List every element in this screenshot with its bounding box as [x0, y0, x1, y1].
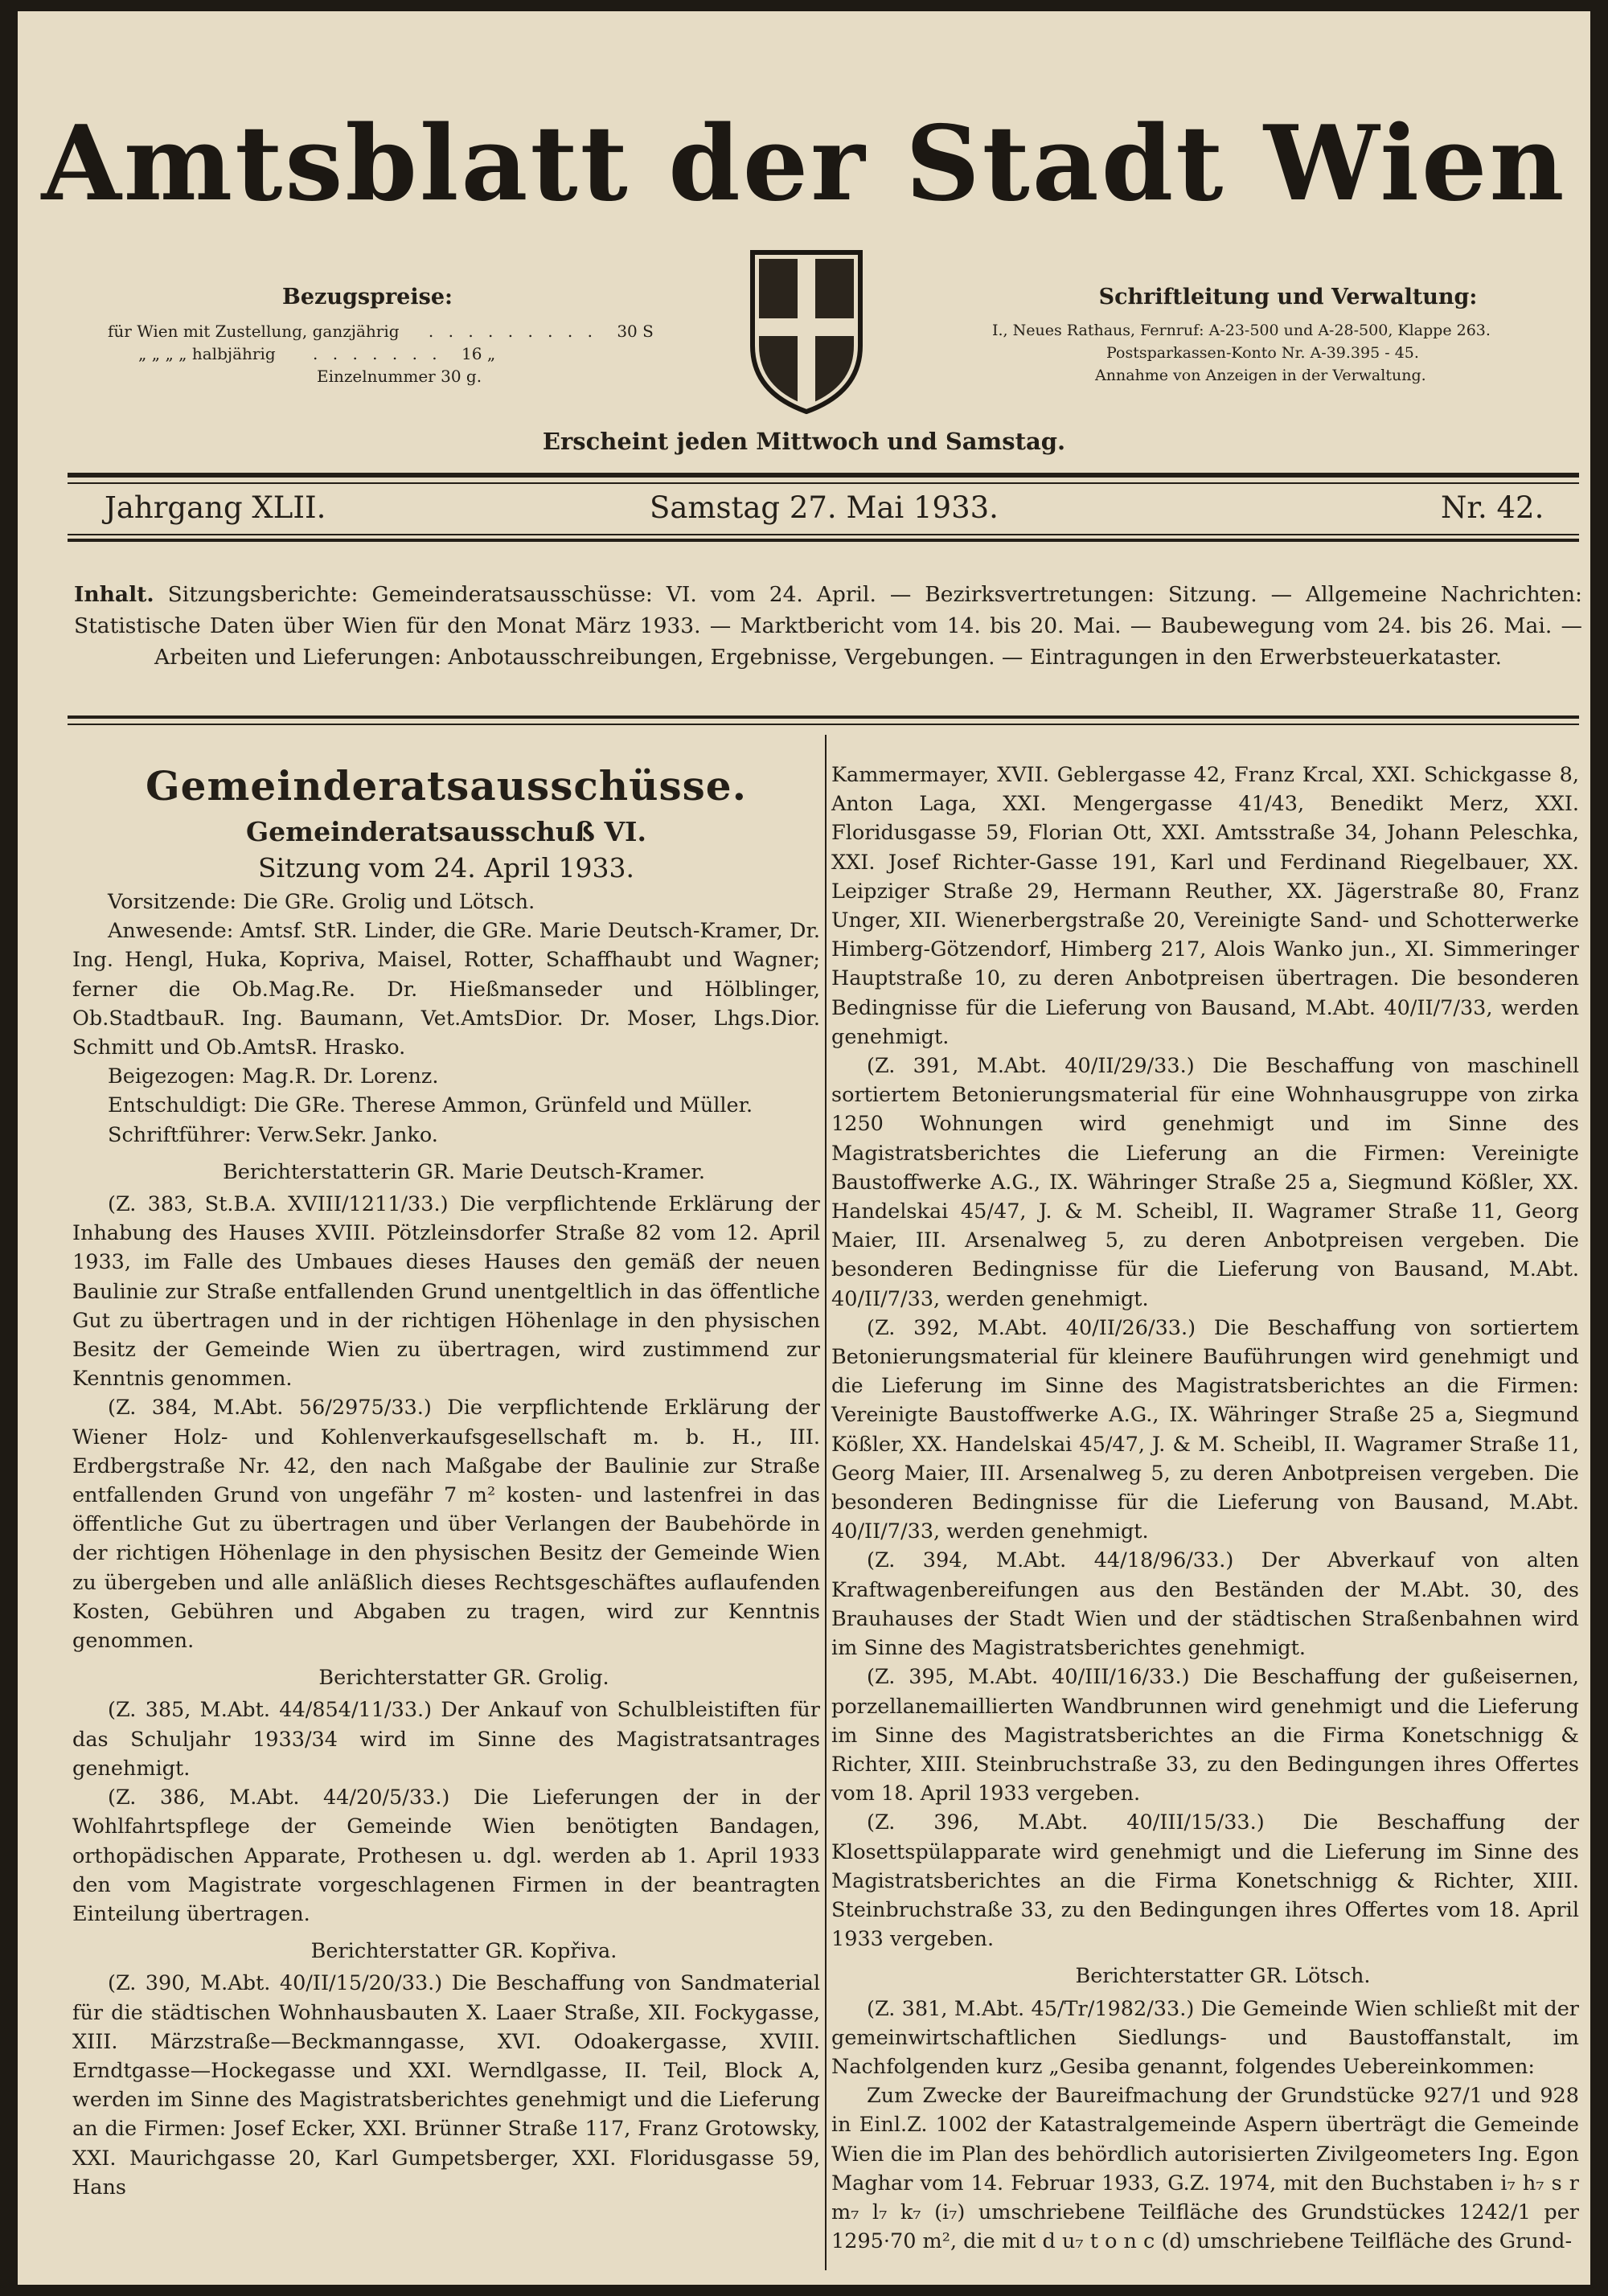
rapporteur-line: Berichterstatter GR. Grolig.	[318, 1666, 609, 1691]
price-dots: . . . . . . . . .	[428, 322, 597, 341]
masthead-title: Amtsblatt der Stadt Wien	[41, 104, 1567, 224]
toc-text: Sitzungsberichte: Gemeinderatsausschüsse: VI. vom 24. April. — Bezirksvertretungen: Sitzung. — Allgemeine Nachrichten: Statistische Daten über Wien für den Monat März 1933. — Marktbericht vom 14. bis 20. Mai. — Baubewegung vom 24. bis 26. Mai. — Arbeiten und Lieferungen: Anbotausschreibungen, Ergebnisse, Vergebungen. — Eintragungen in den Erwerbsteuerkataster.	[74, 582, 1582, 670]
body-paragraph: Beigezogen: Mag.R. Dr. Lorenz.	[108, 1064, 439, 1089]
meeting-date: Sitzung vom 24. April 1933.	[258, 852, 634, 884]
header-rule-thin	[68, 482, 1579, 484]
issue-volume: Jahrgang XLII.	[105, 490, 326, 525]
price-dots: . . . . . . .	[313, 344, 442, 363]
table-of-contents	[74, 579, 1582, 673]
body-paragraph: (Z. 391, M.Abt. 40/II/29/33.) Die Beschaffung von maschinell sortiertem Betonierungsmaterial für eine Wohnhausgruppe von zirka 1250 Wohnungen wird genehmigt und im Sinne des Magistratsberichtes die Lieferung an die Firmen: Vereinigte Baustoffwerke A.G., IX. Währinger Straße 25 a, Siegmund Kößler, XX. Handelskai 45/47, J. & M. Scheibl, II. Wagramer Straße 11, Georg Maier, III. Arsenalweg 5, zu deren Anbotpreisen vergeben. Die besonderen Bedingnisse für die Lieferung von Bausand, M.Abt. 40/II/7/33, werden genehmigt.	[831, 1054, 1579, 1311]
rapporteur-line: Berichterstatterin GR. Marie Deutsch-Kramer.	[223, 1159, 705, 1184]
body-paragraph: Zum Zwecke der Baureifmachung der Grundstücke 927/1 und 928 in Einl.Z. 1002 der Katastralgemeinde Aspern überträgt die Gemeinde Wien die im Plan des behördlich autorisierten Zivilgeometers Ing. Egon Maghar vom 14. Februar 1933, G.Z. 1974, mit den Buchstaben i₇ h₇ s r m₇ l₇ k₇ (i₇) umschriebene Teilfläche des Grundstückes 1242/1 per 1295·70 m², die mit d u₇ t o n c (d) umschriebene Teilfläche des Grund-	[831, 2084, 1579, 2254]
advertising-line: Annahme von Anzeigen in der Verwaltung.	[1095, 367, 1426, 384]
toc-rule-thin	[68, 724, 1579, 725]
left-column	[72, 759, 820, 2202]
price-line-half	[138, 344, 495, 363]
left-paragraphs	[72, 888, 820, 2202]
column-divider	[825, 735, 827, 2270]
toc-lead: Inhalt.	[74, 582, 154, 607]
issue-date: Samstag 27. Mai 1933.	[650, 490, 999, 525]
right-paragraphs	[831, 761, 1579, 2256]
price-label: für Wien mit Zustellung, ganzjährig	[108, 322, 400, 341]
body-paragraph: Anwesende: Amtsf. StR. Linder, die GRe. Marie Deutsch-Kramer, Dr. Ing. Hengl, Huka, Kopriva, Maisel, Rotter, Schaffhaubt und Wagner; ferner die Ob.Mag.Re. Dr. Hießmanseder und Hölblinger, Ob.StadtbauR. Ing. Baumann, Vet.AmtsDior. Dr. Moser, Lhgs.Dior. Schmitt und Ob.AmtsR. Hrasko.	[72, 919, 820, 1060]
price-label: „ „ „ „ halbjährig	[138, 344, 276, 363]
postal-account-line: Postsparkassen-Konto Nr. A-39.395 - 45.	[1106, 344, 1419, 362]
newspaper-page	[18, 11, 1590, 2285]
rapporteur-line: Berichterstatter GR. Kopřiva.	[310, 1939, 617, 1964]
body-paragraph: (Z. 395, M.Abt. 40/III/16/33.) Die Beschaffung der gußeisernen, porzellanemaillierten Wandbrunnen wird genehmigt und die Lieferung im Sinne des Magistratsberichtes an die Firma Konetschnigg & Richter, XIII. Steinbruchstraße 33, zu den Bedingungen ihres Offertes vom 18. April 1933 vergeben.	[831, 1665, 1579, 1806]
issue-number: Nr. 42.	[1441, 490, 1544, 525]
subscription-heading: Bezugspreise:	[282, 285, 453, 310]
body-paragraph: Schriftführer: Verw.Sekr. Janko.	[108, 1122, 438, 1147]
administration-heading: Schriftleitung und Verwaltung:	[1098, 285, 1478, 310]
committee-title: Gemeinderatsausschuß VI.	[246, 816, 646, 847]
issue-rule-thick	[68, 539, 1579, 542]
body-paragraph: (Z. 394, M.Abt. 44/18/96/33.) Der Abverkauf von alten Kraftwagenbereifungen aus den Beständen der M.Abt. 30, des Brauhauses der Stadt Wien und der städtischen Straßenbahnen wird im Sinne des Magistratsberichtes genehmigt.	[831, 1548, 1579, 1661]
body-paragraph: (Z. 385, M.Abt. 44/854/11/33.) Der Ankauf von Schulbleistiften für das Schuljahr 1933/34 wird im Sinne des Magistratsantrages genehmigt.	[72, 1698, 820, 1781]
address-line: I., Neues Rathaus, Fernruf: A-23-500 und A-28-500, Klappe 263.	[992, 322, 1491, 339]
body-paragraph: Kammermayer, XVII. Geblergasse 42, Franz Krcal, XXI. Schickgasse 8, Anton Laga, XXI. Mengergasse 41/43, Benedikt Merz, XXI. Floridusgasse 59, Florian Ott, XXI. Amtsstraße 34, Johann Peleschka, XXI. Josef Richter-Gasse 191, Karl und Ferdinand Riegelbauer, XX. Leipziger Straße 29, Hermann Reuther, XX. Jägerstraße 80, Franz Unger, XII. Wienerbergstraße 20, Vereinigte Sand- und Schotterwerke Himberg-Götzendorf, Himberg 217, Alois Wanko jun., XI. Simmeringer Hauptstraße 10, zu deren Anbotpreisen übertragen. Die besonderen Bedingnisse für die Lieferung von Bausand, M.Abt. 40/II/7/33, werden genehmigt.	[831, 763, 1579, 1049]
body-paragraph: (Z. 384, M.Abt. 56/2975/33.) Die verpflichtende Erklärung der Wiener Holz- und Kohlenverkaufsgesellschaft m. b. H., III. Erdbergstraße Nr. 42, den nach Maßgabe der Baulinie zur Straße entfallenden Grund von ungefähr 7 m² kosten- und lastenfrei in das öffentliche Gut zu übertragen und über Verlangen der Baubehörde in der richtigen Höhenlage in den physischen Besitz der Gemeinde Wien zu übergeben und alle anläßlich dieses Rechtsgeschäftes auflaufenden Kosten, Gebühren und Abgaben zu tragen, wird zur Kenntnis genommen.	[72, 1396, 820, 1654]
body-paragraph: (Z. 396, M.Abt. 40/III/15/33.) Die Beschaffung der Klosettspülapparate wird genehmigt und die Lieferung im Sinne des Magistratsberichtes an die Firma Konetschnigg & Richter, XIII. Steinbruchstraße 33, zu den Bedingungen ihres Offertes vom 18. April 1933 vergeben.	[831, 1810, 1579, 1952]
section-title: Gemeinderatsausschüsse.	[145, 762, 748, 810]
body-paragraph: Vorsitzende: Die GRe. Grolig und Lötsch.	[108, 890, 535, 914]
price-line-single	[317, 367, 482, 386]
issue-rule-thin	[68, 534, 1579, 535]
price-value: 30 S	[617, 322, 654, 341]
body-paragraph: (Z. 383, St.B.A. XVIII/1211/33.) Die verpflichtende Erklärung der Inhabung des Hauses XVIII. Pötzleinsdorfer Straße 82 vom 12. April 1933, im Falle des Umbaues dieses Hauses den gemäß der neuen Baulinie zur Straße entfallenden Grund unentgeltlich in das öffentliche Gut zu übertragen und in der richtigen Höhenlage in den physischen Besitz der Gemeinde Wien zu übertragen, wird zustimmend zur Kenntnis genommen.	[72, 1192, 820, 1392]
body-paragraph: (Z. 390, M.Abt. 40/II/15/20/33.) Die Beschaffung von Sandmaterial für die städtischen Wohnhausbauten X. Laaer Straße, XII. Fockygasse, XIII. Märzstraße—Beckmanngasse, XVI. Odoakergasse, XVIII. Erndtgasse—Hockegasse und XXI. Werndlgasse, II. Teil, Block A, werden im Sinne des Magistratsberichtes genehmigt und die Lieferung an die Firmen: Josef Ecker, XXI. Brünner Straße 117, Franz Grotowsky, XXI. Maurichgasse 20, Karl Gumpetsberger, XXI. Floridusgasse 59, Hans	[72, 1971, 820, 2200]
right-column	[831, 761, 1579, 2256]
rapporteur-line: Berichterstatter GR. Lötsch.	[1075, 1964, 1371, 1989]
header-rule-thick	[68, 473, 1579, 478]
body-paragraph: (Z. 381, M.Abt. 45/Tr/1982/33.) Die Gemeinde Wien schließt mit der gemeinwirtschaftlichen Siedlungs- und Baustoffanstalt, im Nachfolgenden kurz „Gesiba genannt, folgendes Uebereinkommen:	[831, 1996, 1579, 2079]
body-paragraph: Entschuldigt: Die GRe. Therese Ammon, Grünfeld und Müller.	[108, 1093, 753, 1118]
price-label: Einzelnummer 30 g.	[317, 367, 482, 386]
body-paragraph: (Z. 386, M.Abt. 44/20/5/33.) Die Lieferungen der in der Wohlfahrtspflege der Gemeinde Wien benötigten Bandagen, orthopädischen Apparate, Prothesen u. dgl. werden ab 1. April 1933 den vom Magistrate vorgeschlagenen Firmen in der beantragten Einteilung übertragen.	[72, 1786, 820, 1926]
publication-schedule: Erscheint jeden Mittwoch und Samstag.	[542, 428, 1066, 455]
price-value: 16 „	[461, 344, 496, 363]
toc-rule-thick	[68, 715, 1579, 719]
vienna-coat-of-arms-icon	[749, 249, 863, 415]
price-line-annual	[108, 322, 654, 341]
body-paragraph: (Z. 392, M.Abt. 40/II/26/33.) Die Beschaffung von sortiertem Betonierungsmaterial für kleinere Bauführungen wird genehmigt und die Lieferung im Sinne des Magistratsberichtes an die Firmen: Vereinigte Baustoffwerke A.G., IX. Währinger Straße 25 a, Siegmund Kößler, XX. Handelskai 45/47, J. & M. Scheibl, II. Wagramer Straße 11, Georg Maier, III. Arsenalweg 5, zu deren Anbotpreisen vergeben. Die besonderen Bedingnisse für die Lieferung von Bausand, M.Abt. 40/II/7/33, werden genehmigt.	[831, 1315, 1579, 1544]
